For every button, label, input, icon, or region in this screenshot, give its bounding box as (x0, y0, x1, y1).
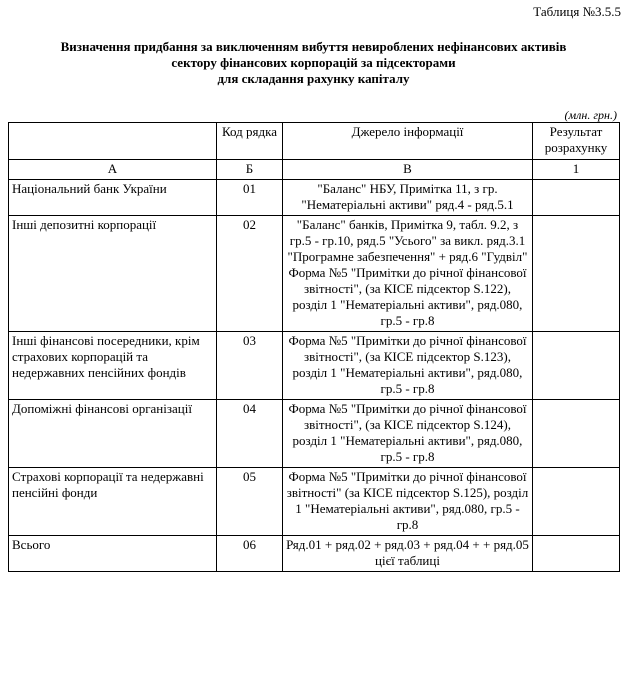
row-result (533, 400, 620, 468)
table-row (9, 216, 620, 332)
table-row (9, 400, 620, 468)
title-line-1: Визначення придбання за виключенням вибуття невироблених нефінансових активів (60, 39, 567, 54)
row-code: 05 (217, 468, 283, 536)
table-row-total (9, 536, 620, 572)
table-row (9, 332, 620, 400)
row-result (533, 332, 620, 400)
row-code: 03 (217, 332, 283, 400)
row-result (533, 180, 620, 216)
column-letters-row (9, 160, 620, 180)
title-line-3: для складання рахунку капіталу (217, 71, 410, 86)
row-source: Форма №5 "Примітки до річної фінансової звітності" (за КІСЕ підсектор S.125), розділ 1 "Нематеріальні активи", ряд.080, гр.5 - гр.8 (283, 468, 533, 536)
letter-source: В (283, 160, 533, 180)
data-table (8, 122, 620, 572)
row-name: Інші фінансові посередники, крім страхових корпорацій та недержавних пенсійних фондів (9, 332, 217, 400)
letter-code: Б (217, 160, 283, 180)
row-source: Ряд.01 + ряд.02 + ряд.03 + ряд.04 + + ряд.05 цієї таблиці (283, 536, 533, 572)
row-code: 01 (217, 180, 283, 216)
header-name (9, 123, 217, 160)
row-name: Допоміжні фінансові організації (9, 400, 217, 468)
row-result (533, 216, 620, 332)
table-header-row (9, 123, 620, 160)
table-row (9, 468, 620, 536)
header-result: Результат розрахунку (533, 123, 620, 160)
table-row (9, 180, 620, 216)
header-source: Джерело інформації (283, 123, 533, 160)
document-title (10, 39, 617, 87)
row-result (533, 468, 620, 536)
row-code: 04 (217, 400, 283, 468)
row-source: Форма №5 "Примітки до річної фінансової звітності", (за КІСЕ підсектор S.124), розділ 1 "Нематеріальні активи", ряд.080, гр.5 - гр.8 (283, 400, 533, 468)
header-code: Код рядка (217, 123, 283, 160)
row-source: "Баланс" НБУ, Примітка 11, з гр. "Нематеріальні активи" ряд.4 - ряд.5.1 (283, 180, 533, 216)
table-number: Таблиця №3.5.5 (533, 4, 621, 19)
row-code: 02 (217, 216, 283, 332)
letter-result: 1 (533, 160, 620, 180)
row-source: "Баланс" банків, Примітка 9, табл. 9.2, з гр.5 - гр.10, ряд.5 "Усього" за викл. ряд.3.1 "Програмне забезпечення" + ряд.6 "Гудвіл" Форма №5 "Примітки до річної фінансової звітності", (за КІСЕ підсектор S.122), розділ 1 "Нематеріальні активи", ряд.080, гр.5 - гр.8 (283, 216, 533, 332)
title-line-2: сектору фінансових корпорацій за підсекторами (171, 55, 456, 70)
letter-name: А (9, 160, 217, 180)
row-name: Інші депозитні корпорації (9, 216, 217, 332)
row-name: Національний банк України (9, 180, 217, 216)
units-label: (млн. грн.) (564, 108, 617, 122)
row-code: 06 (217, 536, 283, 572)
row-source: Форма №5 "Примітки до річної фінансової звітності", (за КІСЕ підсектор S.123), розділ 1 "Нематеріальні активи", ряд.080, гр.5 - гр.8 (283, 332, 533, 400)
row-name: Страхові корпорації та недержавні пенсійні фонди (9, 468, 217, 536)
row-result (533, 536, 620, 572)
row-name-total: Всього (9, 536, 217, 572)
